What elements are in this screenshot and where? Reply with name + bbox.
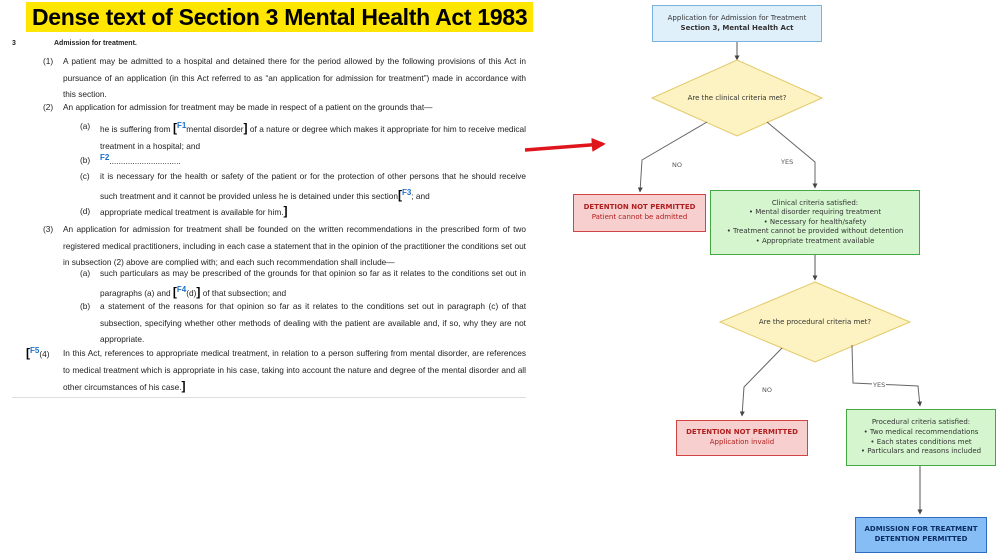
decision-procedural-label: Are the procedural criteria met?: [758, 318, 872, 326]
edge-q1-yes: [767, 122, 815, 188]
edge-label-no-2: NO: [762, 386, 772, 394]
edge-q2-no: [742, 348, 782, 416]
start-node[interactable]: [652, 5, 822, 42]
footnote-f1-link[interactable]: F1: [176, 121, 187, 130]
procedural-title: Procedural criteria satisfied:: [871, 418, 971, 427]
procedural-item: • Particulars and reasons included: [860, 447, 982, 456]
para-3b-number: (b): [80, 301, 91, 311]
procedural-criteria-node[interactable]: [846, 409, 996, 466]
page-title: Dense text of Section 3 Mental Health Act 1983: [26, 2, 533, 32]
clinical-title: Clinical criteria satisfied:: [771, 198, 859, 207]
clinical-item: • Appropriate treatment available: [755, 236, 875, 245]
procedural-item: • Each states conditions met: [870, 437, 972, 446]
para-2b-text: F2...............................: [100, 153, 181, 166]
admission-permitted-line1: ADMISSION FOR TREATMENT: [864, 525, 978, 534]
admission-permitted-node[interactable]: [855, 517, 987, 553]
para-4-number: [F5(4): [26, 346, 50, 360]
footnote-f2-link[interactable]: F2: [100, 153, 110, 162]
procedural-item: • Two medical recommendations: [863, 427, 979, 436]
start-node-line2: Section 3, Mental Health Act: [680, 23, 794, 32]
detention-denied-1-title: DETENTION NOT PERMITTED: [583, 203, 696, 212]
detention-denied-node-2[interactable]: [676, 420, 808, 456]
para-2-number: (2): [43, 102, 54, 112]
start-node-line1: Application for Admission for Treatment: [667, 13, 807, 22]
para-2d-number: (d): [80, 206, 91, 216]
para-2b-number: (b): [80, 155, 91, 165]
clinical-item: • Mental disorder requiring treatment: [748, 208, 882, 217]
para-3b-text: a statement of the reasons for that opinion so far as it relates to the conditions set out in paragraph (c) of that subsection, specifying whether other methods of dealing with the patient are available and, if so, why they are not appropriate.: [100, 301, 526, 344]
para-2d-text: appropriate medical treatment is available for him.]: [100, 204, 288, 218]
section-heading: Admission for treatment.: [54, 40, 137, 47]
para-2a-text: he is suffering from [F1mental disorder] of a nature or degree which makes it appropriate for him to receive medical treatment in a hospital; and: [100, 121, 526, 151]
decision-clinical-label: Are the clinical criteria met?: [687, 94, 787, 102]
pointer-arrow: [525, 144, 603, 150]
footnote-f5-link[interactable]: F5: [30, 346, 40, 355]
para-3-text: An application for admission for treatment shall be founded on the written recommendations in the prescribed form of two registered medical practitioners, including in each case a statement that in the opinion of the practitioner the conditions set out in subsection (2) above are complied with; and each such recommendation shall include—: [63, 224, 526, 267]
para-1-text: A patient may be admitted to a hospital and detained there for the period allowed by the following provisions of this Act in pursuance of an application (in this Act referred to as “an application for admission for treatment”) made in accordance with this section.: [63, 56, 526, 99]
detention-denied-2-sub: Application invalid: [709, 438, 775, 446]
section-number: 3: [12, 40, 16, 47]
clinical-criteria-node[interactable]: [710, 190, 920, 255]
edge-q1-no: [640, 122, 707, 192]
para-2c-text: it is necessary for the health or safety of the patient or for the protection of other persons that he should receive such treatment and it cannot be provided unless he is detained under this section[F3; and: [100, 171, 526, 202]
para-2-text: An application for admission for treatment may be made in respect of a patient on the grounds that—: [63, 102, 433, 112]
clinical-item: • Treatment cannot be provided without detention: [726, 227, 904, 236]
para-2c-number: (c): [80, 171, 90, 181]
footnote-f4-link[interactable]: F4: [176, 284, 187, 294]
para-2a-number: (a): [80, 121, 91, 131]
detention-denied-node-1[interactable]: [573, 194, 706, 232]
para-3-number: (3): [43, 224, 54, 234]
edge-label-yes-1: YES: [781, 158, 794, 166]
clinical-item: • Necessary for health/safety: [763, 217, 867, 226]
edge-q2-yes: [852, 345, 920, 406]
footnote-f3-link[interactable]: F3: [401, 187, 412, 197]
edge-label-yes-2: YES: [873, 381, 886, 389]
para-3a-number: (a): [80, 268, 91, 278]
para-3a-text: such particulars as may be prescribed of the grounds for that opinion so far as it relates to the conditions set out in paragraphs (a) and [F4(d)] of that subsection; and: [100, 268, 526, 299]
para-4-text: In this Act, references to appropriate medical treatment, in relation to a person suffering from mental disorder, are references to medical treatment which is appropriate in his case, taking into account the nature and degree of the mental disorder and all other circumstances of his case.]: [63, 348, 526, 393]
detention-denied-1-sub: Patient cannot be admitted: [591, 213, 688, 221]
para-1-number: (1): [43, 56, 54, 66]
admission-permitted-line2: DETENTION PERMITTED: [874, 535, 968, 543]
edge-label-no-1: NO: [672, 161, 682, 169]
detention-denied-2-title: DETENTION NOT PERMITTED: [686, 428, 798, 437]
